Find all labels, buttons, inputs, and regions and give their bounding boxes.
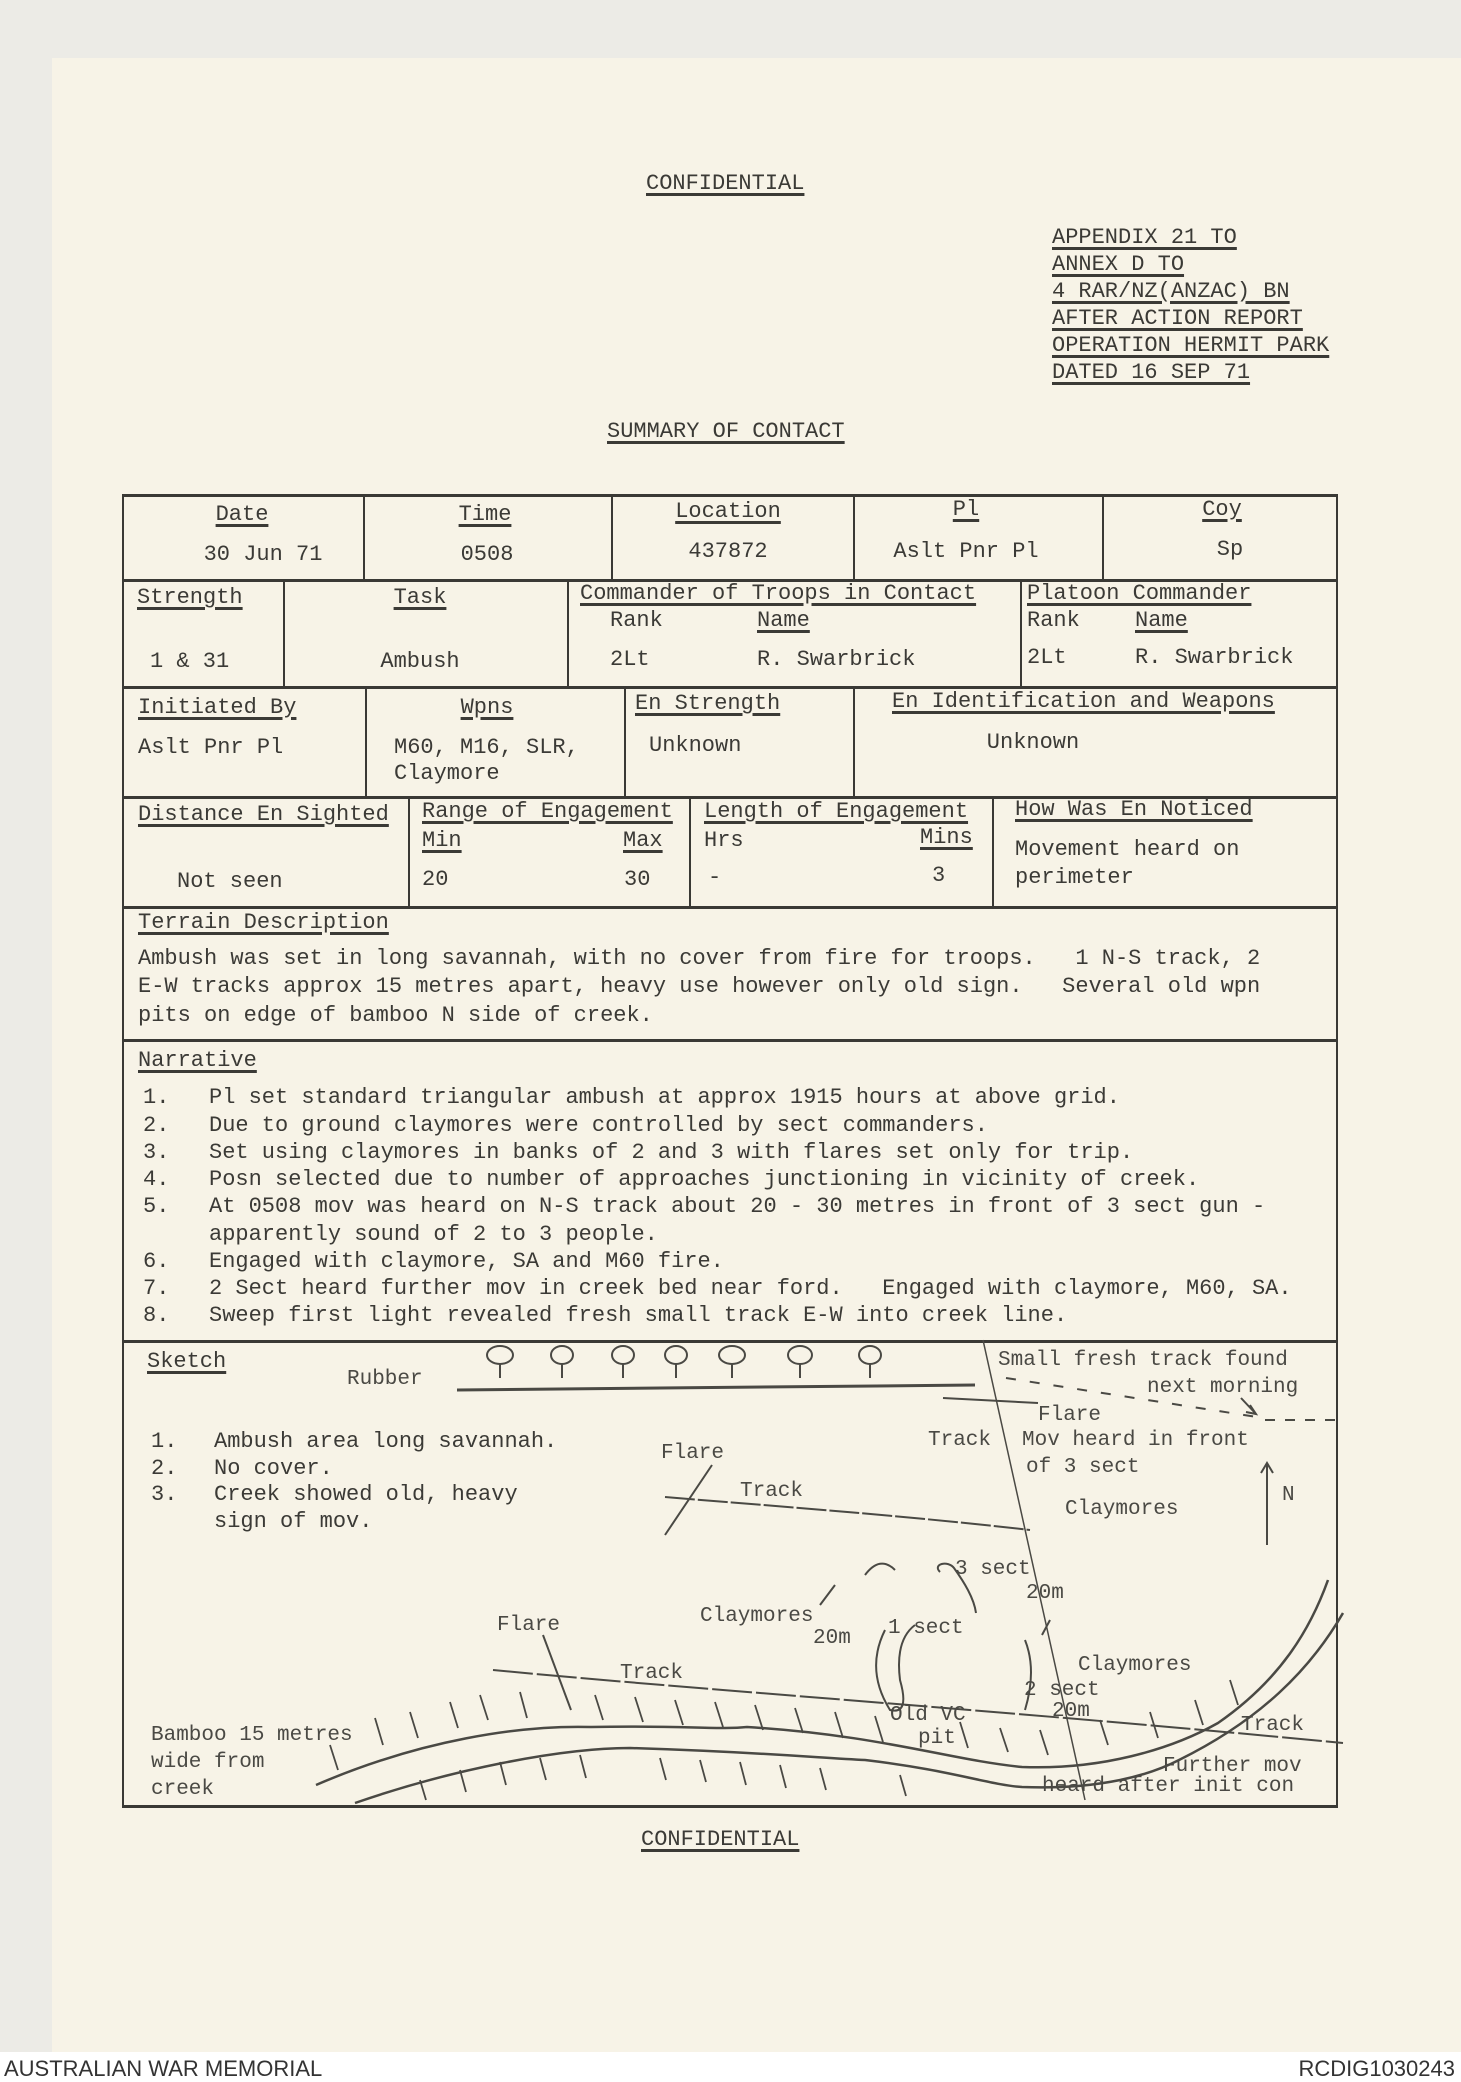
label-track: Track <box>740 1480 804 1503</box>
flare-line <box>543 1635 571 1710</box>
narrative-item: Sweep first light revealed fresh small track E-W into creek line. <box>209 1303 1068 1328</box>
plcomd-name-value: R. Swarbrick <box>1135 645 1294 670</box>
ctc-name-value: R. Swarbrick <box>757 647 916 672</box>
label-1-sect: 1 sect <box>888 1617 964 1640</box>
max-value: 30 <box>624 867 651 892</box>
noticed-value-2: perimeter <box>1015 865 1134 890</box>
en-identification-label: En Identification and Weapons <box>892 689 1275 714</box>
narrative-number: 1. <box>143 1085 170 1110</box>
ctc-name-label: Name <box>757 608 810 633</box>
flare-line <box>943 1398 1038 1403</box>
distance-value: Not seen <box>177 869 283 894</box>
appendix-line: ANNEX D TO <box>1052 252 1185 277</box>
footer-source: AUSTRALIAN WAR MEMORIAL <box>4 2056 323 2081</box>
terrain-line: Ambush was set in long savannah, with no cover from fire for troops. 1 N-S track, 2 <box>138 946 1261 971</box>
appendix-line: 4 RAR/NZ(ANZAC) BN <box>1052 279 1290 304</box>
narrative-number: 4. <box>143 1167 170 1192</box>
sketch-note: Creek showed old, heavy <box>214 1482 518 1507</box>
initiated-by-label: Initiated By <box>138 695 297 720</box>
plcomd-name-label: Name <box>1135 608 1188 633</box>
length-label: Length of Engagement <box>704 799 969 824</box>
label-bamboo-1: Bamboo 15 metres <box>151 1724 353 1747</box>
label-track: Track <box>1241 1714 1305 1737</box>
label-bamboo-2: wide from <box>151 1751 265 1774</box>
max-label: Max <box>623 828 663 853</box>
pl-label: Pl <box>952 497 980 522</box>
sketch-note-number: 3. <box>151 1482 178 1507</box>
narrative-item: At 0508 mov was heard on N-S track about 20 - 30 metres in front of 3 sect gun - <box>209 1194 1266 1219</box>
wpns-value-1: M60, M16, SLR, <box>394 735 579 760</box>
hrs-value: - <box>708 865 722 890</box>
sketch-note-number: 2. <box>151 1456 178 1481</box>
sketch-note: sign of mov. <box>214 1509 373 1534</box>
en-strength-label: En Strength <box>635 691 781 716</box>
noticed-value-1: Movement heard on <box>1015 837 1240 862</box>
strength-label: Strength <box>137 585 243 610</box>
label-old-vc: Old VC <box>890 1704 966 1727</box>
sketch-label: Sketch <box>147 1349 227 1374</box>
narrative-number: 7. <box>143 1276 170 1301</box>
date-value: 30 Jun 71 <box>203 542 323 567</box>
coy-label: Coy <box>1202 497 1242 522</box>
label-track: Track <box>620 1662 684 1685</box>
appendix-line: APPENDIX 21 TO <box>1052 225 1237 250</box>
narrative-item: Set using claymores in banks of 2 and 3 with flares set only for trip. <box>209 1140 1134 1165</box>
en-identification-value: Unknown <box>986 730 1080 755</box>
narrative-item: apparently sound of 2 to 3 people. <box>209 1222 658 1247</box>
wpns-label: Wpns <box>460 695 514 720</box>
range-label: Range of Engagement <box>422 799 673 824</box>
label-20m: 20m <box>1026 1582 1064 1605</box>
narrative-number: 5. <box>143 1194 170 1219</box>
plcomd-rank-label: Rank <box>1027 608 1080 633</box>
narrative-number: 6. <box>143 1249 170 1274</box>
page-title: SUMMARY OF CONTACT <box>607 419 845 444</box>
label-20m: 20m <box>813 1627 851 1650</box>
label-20m: 20m <box>1052 1700 1090 1723</box>
label-mov-heard-1: Mov heard in front <box>1022 1429 1249 1452</box>
label-claymores: Claymores <box>700 1605 814 1628</box>
label-further-mov-2: heard after init con <box>1042 1775 1295 1798</box>
strength-value: 1 & 31 <box>150 649 230 674</box>
location-label: Location <box>675 499 781 524</box>
narrative-item: Due to ground claymores were controlled by sect commanders. <box>209 1113 988 1138</box>
hrs-label: Hrs <box>704 828 744 853</box>
task-label: Task <box>393 585 447 610</box>
narrative-item: Engaged with claymore, SA and M60 fire. <box>209 1249 724 1274</box>
narrative-item: Posn selected due to number of approaches junctioning in vicinity of creek. <box>209 1167 1200 1192</box>
mins-value: 3 <box>932 863 946 888</box>
terrain-label: Terrain Description <box>138 910 389 935</box>
rubber-edge-line <box>457 1385 975 1390</box>
narrative-label: Narrative <box>138 1048 257 1073</box>
time-label: Time <box>458 502 512 527</box>
plcomd-rank-value: 2Lt <box>1027 645 1067 670</box>
label-flare: Flare <box>1038 1404 1102 1427</box>
ctc-label: Commander of Troops in Contact <box>580 581 977 606</box>
label-claymores: Claymores <box>1065 1498 1179 1521</box>
sketch-note: Ambush area long savannah. <box>214 1429 558 1454</box>
label-flare: Flare <box>497 1614 561 1637</box>
appendix-line: OPERATION HERMIT PARK <box>1052 333 1330 358</box>
sketch-note: No cover. <box>214 1456 333 1481</box>
label-pit: pit <box>918 1727 956 1750</box>
appendix-line: DATED 16 SEP 71 <box>1052 360 1251 385</box>
noticed-label: How Was En Noticed <box>1015 797 1253 822</box>
track-line <box>665 1497 1030 1530</box>
label-small-track-2: next morning <box>1147 1376 1299 1399</box>
label-3-sect: 3 sect <box>955 1558 1031 1581</box>
narrative-number: 8. <box>143 1303 170 1328</box>
rubber-trees-icon <box>487 1346 881 1378</box>
min-value: 20 <box>422 867 449 892</box>
sketch-note-number: 1. <box>151 1429 178 1454</box>
narrative-number: 3. <box>143 1140 170 1165</box>
label-claymores: Claymores <box>1078 1654 1192 1677</box>
classification-top: CONFIDENTIAL <box>646 171 805 196</box>
label-2-sect: 2 sect <box>1024 1679 1100 1702</box>
label-mov-heard-2: of 3 sect <box>1026 1456 1140 1479</box>
terrain-line: E-W tracks approx 15 metres apart, heavy use however only old sign. Several old wpn <box>138 974 1261 999</box>
narrative-item: Pl set standard triangular ambush at approx 1915 hours at above grid. <box>209 1085 1120 1110</box>
time-value: 0508 <box>460 542 514 567</box>
mins-label: Mins <box>920 825 973 850</box>
label-rubber: Rubber <box>347 1368 423 1391</box>
footer-id: RCDIG1030243 <box>1298 2056 1455 2081</box>
appendix-line: AFTER ACTION REPORT <box>1052 306 1303 331</box>
label-bamboo-3: creek <box>151 1778 215 1801</box>
label-flare: Flare <box>661 1442 725 1465</box>
ctc-rank-value: 2Lt <box>610 647 650 672</box>
task-value: Ambush <box>380 649 460 674</box>
wpns-value-2: Claymore <box>394 761 500 786</box>
label-north: N <box>1282 1484 1295 1507</box>
initiated-by-value: Aslt Pnr Pl <box>138 735 284 760</box>
narrative-item: 2 Sect heard further mov in creek bed near ford. Engaged with claymore, M60, SA. <box>209 1276 1292 1301</box>
platoon-commander-label: Platoon Commander <box>1027 581 1252 606</box>
distance-label: Distance En Sighted <box>138 802 389 827</box>
ctc-rank-label: Rank <box>610 608 663 633</box>
en-strength-value: Unknown <box>649 733 742 758</box>
terrain-line: pits on edge of bamboo N side of creek. <box>138 1003 653 1028</box>
label-further-mov-1: Further mov <box>1163 1755 1302 1778</box>
label-small-track-1: Small fresh track found <box>998 1349 1288 1372</box>
label-track: Track <box>928 1429 992 1452</box>
date-label: Date <box>215 502 269 527</box>
location-value: 437872 <box>688 539 768 564</box>
narrative-number: 2. <box>143 1113 170 1138</box>
classification-bottom: CONFIDENTIAL <box>641 1827 800 1852</box>
coy-value: Sp <box>1216 537 1244 562</box>
pl-value: Aslt Pnr Pl <box>893 539 1039 564</box>
min-label: Min <box>422 828 462 853</box>
